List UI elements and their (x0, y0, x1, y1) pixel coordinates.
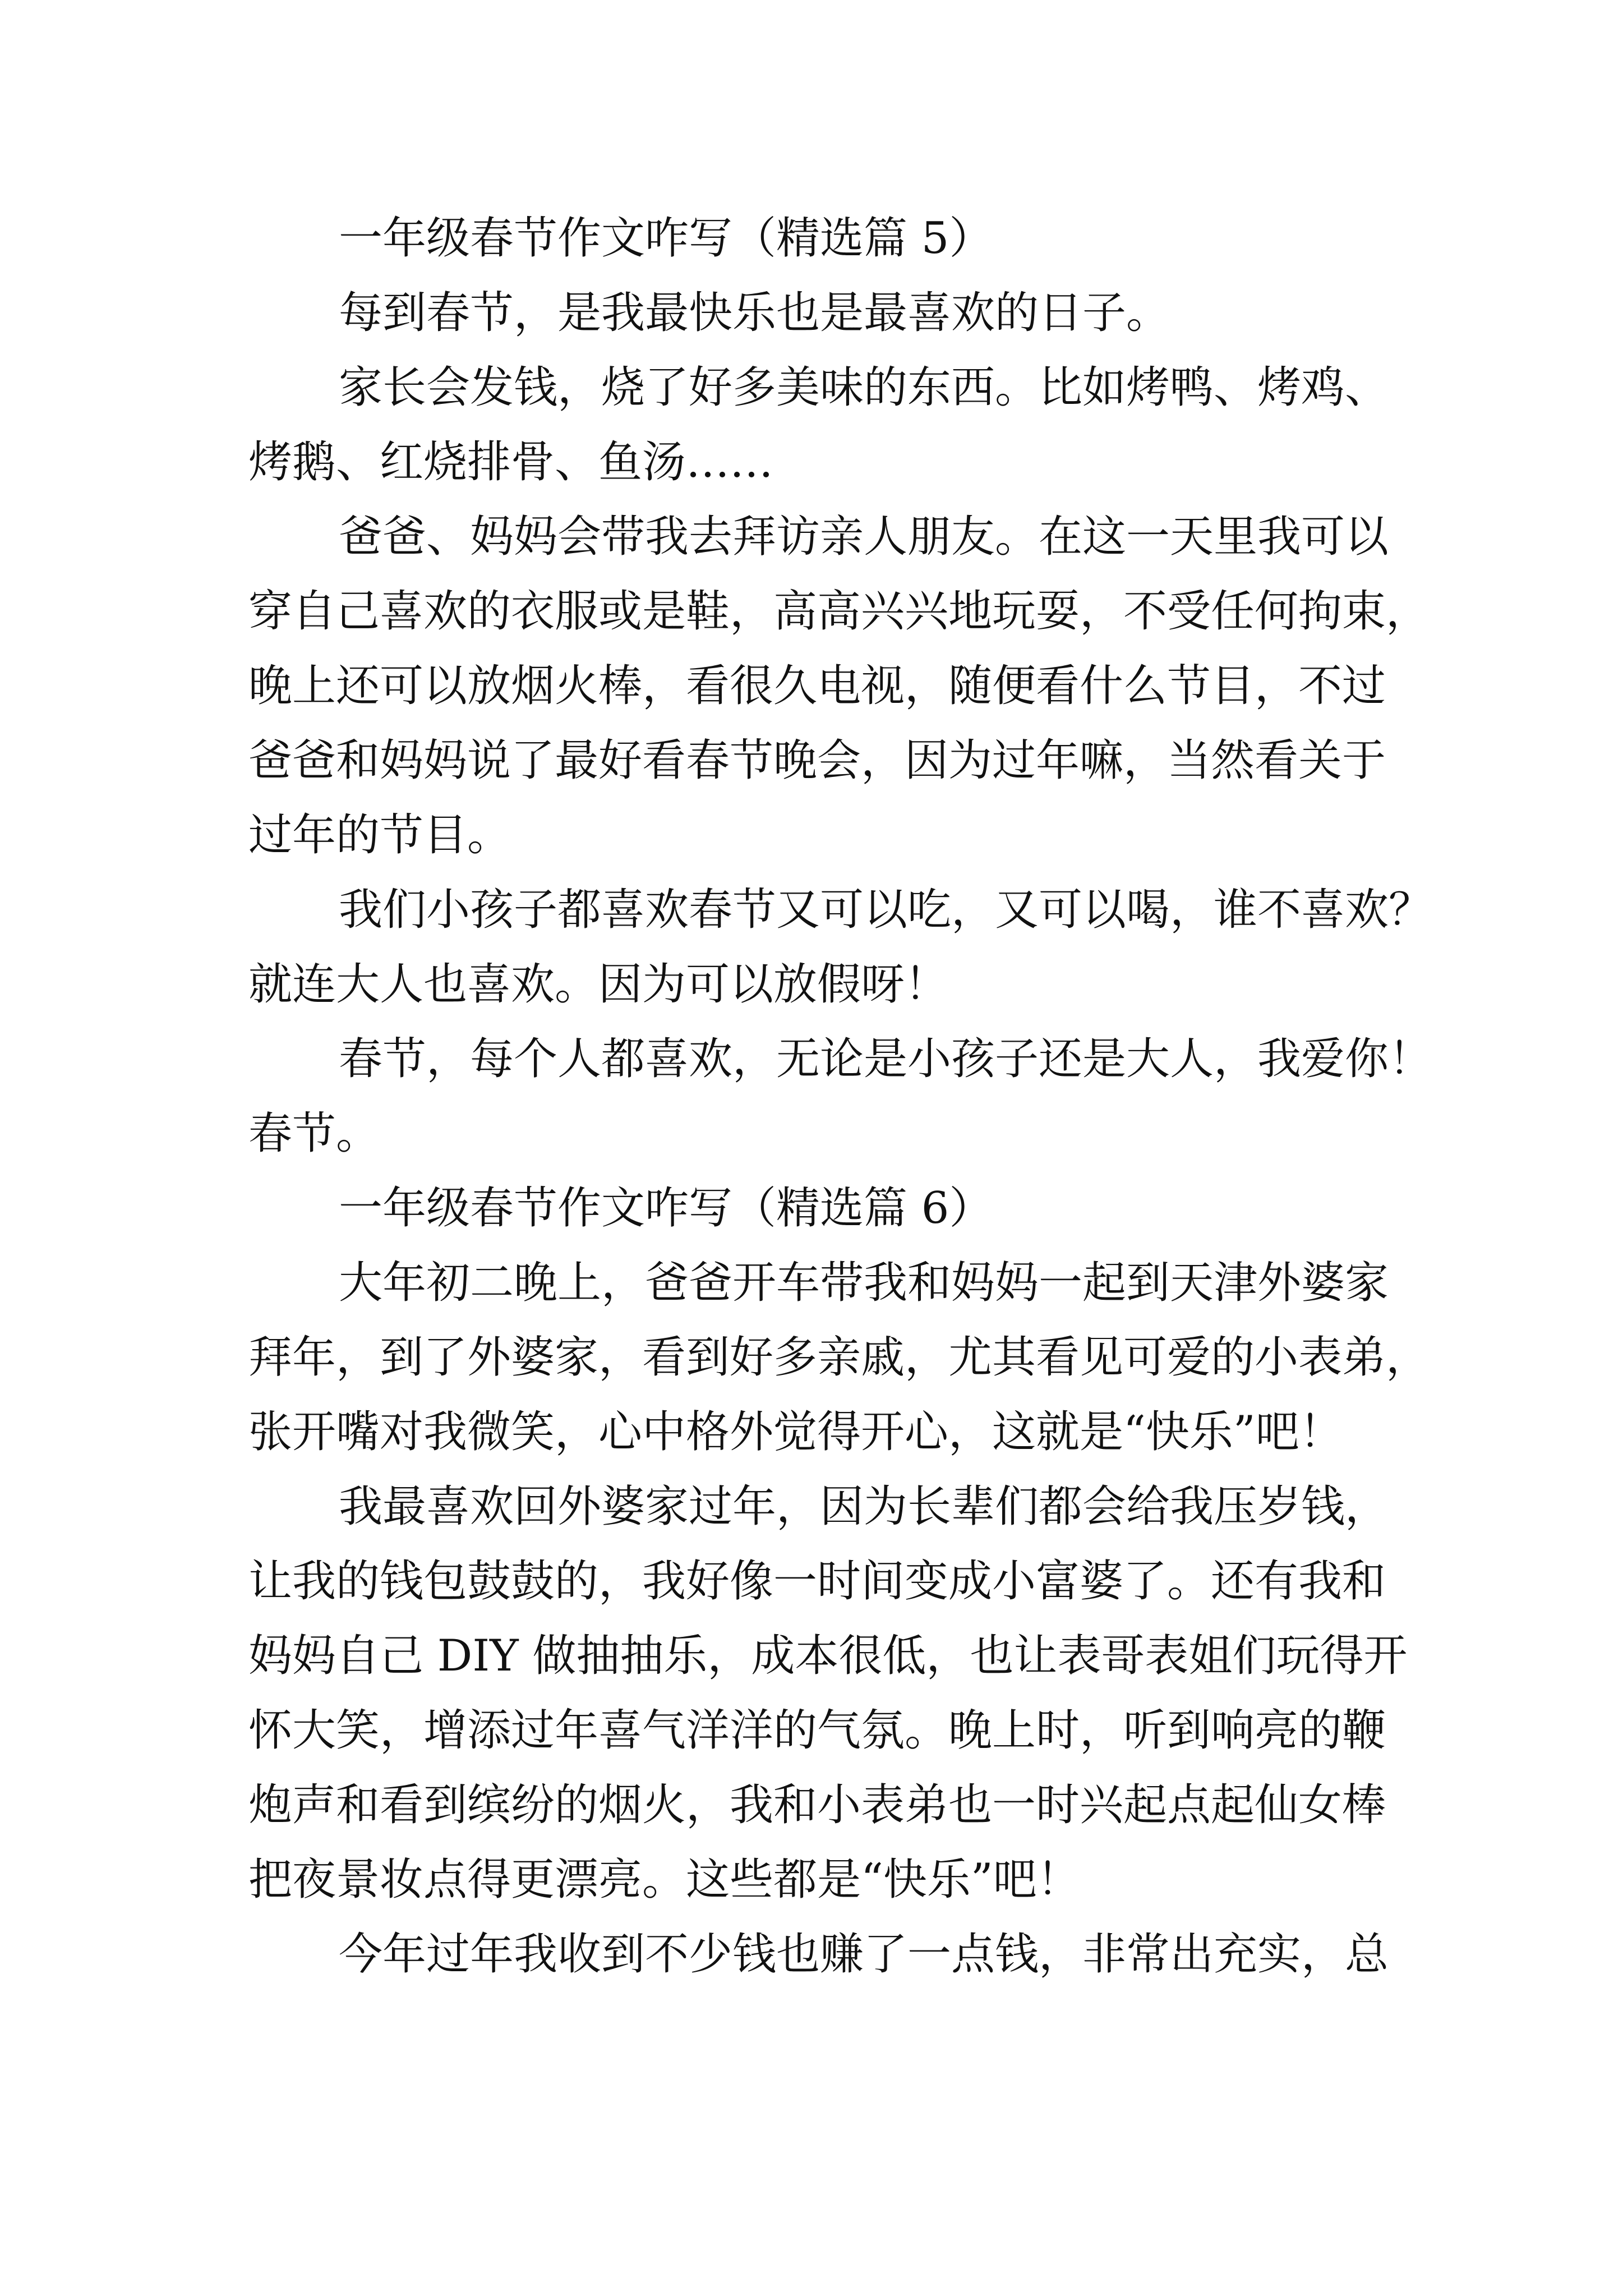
essay-6-paragraph-1-cont: 张开嘴对我微笑，心中格外觉得开心，这就是“快乐”吧！ (248, 1407, 1343, 1457)
essay-6-paragraph-2-cont: 妈妈自己 DIY 做抽抽乐，成本很低，也让表哥表姐们玩得开 (248, 1631, 1408, 1681)
essay-5-paragraph-5: 春节，每个人都喜欢，无论是小孩子还是大人，我爱你！ (339, 1034, 1433, 1084)
essay-6-paragraph-2-cont: 炮声和看到缤纷的烟火，我和小表弟也一时兴起点起仙女棒 (248, 1780, 1386, 1830)
essay-6-paragraph-2-cont: 把夜景妆点得更漂亮。这些都是“快乐”吧！ (248, 1855, 1081, 1905)
essay-5-paragraph-3-cont: 爸爸和妈妈说了最好看春节晚会，因为过年嘛，当然看关于 (248, 735, 1386, 786)
essay-6-paragraph-2: 我最喜欢回外婆家过年，因为长辈们都会给我压岁钱， (339, 1481, 1389, 1532)
essay-5-paragraph-3-cont: 过年的节目。 (248, 810, 511, 861)
essay-6-paragraph-2-cont: 怀大笑，增添过年喜气洋洋的气氛。晚上时，听到响亮的鞭 (248, 1705, 1386, 1756)
essay-6-title: 一年级春节作文咋写（精选篇 6） (339, 1183, 993, 1234)
essay-5-paragraph-4: 我们小孩子都喜欢春节又可以吃，又可以喝，谁不喜欢？ (339, 885, 1433, 935)
essay-5-title: 一年级春节作文咋写（精选篇 5） (339, 213, 993, 264)
essay-6-paragraph-2-cont: 让我的钱包鼓鼓的，我好像一时间变成小富婆了。还有我和 (248, 1556, 1386, 1607)
essay-5-paragraph-3-cont: 穿自己喜欢的衣服或是鞋，高高兴兴地玩耍，不受任何拘束， (248, 586, 1430, 637)
essay-6-paragraph-3: 今年过年我收到不少钱也赚了一点钱，非常出充实，总 (339, 1929, 1389, 1980)
essay-6-paragraph-1-cont: 拜年，到了外婆家，看到好多亲戚，尤其看见可爱的小表弟， (248, 1332, 1430, 1383)
essay-5-paragraph-2: 家长会发钱，烧了好多美味的东西。比如烤鸭、烤鸡、 (339, 362, 1389, 413)
essay-5-paragraph-3-cont: 晚上还可以放烟火棒，看很久电视，随便看什么节目，不过 (248, 661, 1386, 711)
essay-5-paragraph-4-cont: 就连大人也喜欢。因为可以放假呀！ (248, 959, 949, 1010)
essay-5-paragraph-3: 爸爸、妈妈会带我去拜访亲人朋友。在这一天里我可以 (339, 512, 1389, 562)
essay-5-paragraph-2-cont: 烤鹅、红烧排骨、鱼汤…… (248, 437, 774, 487)
essay-6-paragraph-1: 大年初二晚上，爸爸开车带我和妈妈一起到天津外婆家 (339, 1258, 1389, 1308)
essay-5-paragraph-5-cont: 春节。 (248, 1108, 380, 1159)
essay-5-paragraph-1: 每到春节，是我最快乐也是最喜欢的日子。 (339, 288, 1170, 338)
